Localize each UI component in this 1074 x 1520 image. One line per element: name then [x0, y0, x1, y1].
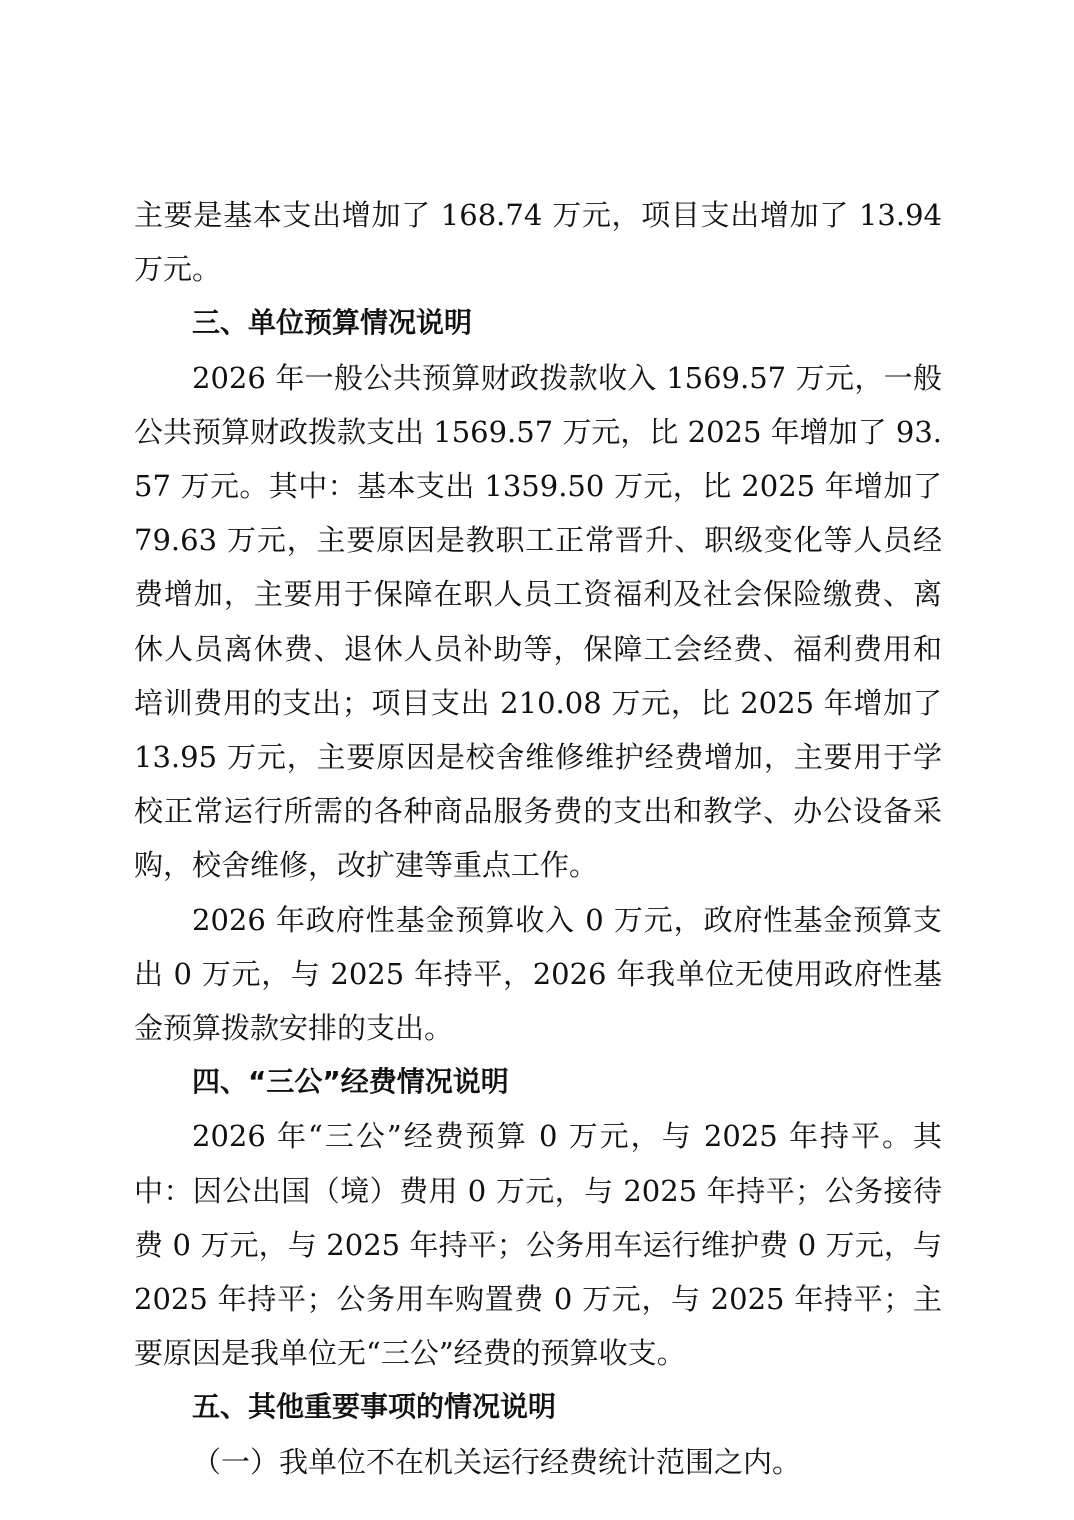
section-heading-unit-budget: 三、单位预算情况说明: [192, 306, 473, 340]
paragraph-government-fund: 2026 年政府性基金预算收入 0 万元，政府性基金预算支出 0 万元，与 2025 年持平，2026 年我单位无使用政府性基金预算拨款安排的支出。: [134, 902, 942, 1046]
paragraph-three-public-expenses: 2026 年“三公”经费预算 0 万元，与 2025 年持平。其中：因公出国（境）费用 0 万元，与 2025 年持平；公务接待费 0 万元，与 2025 年持平；公务用车运行维护费 0 万元，与 2025 年持平；公务用车购置费 0 万元，与 2025 年持平；主要原因是我单位无“三公”经费的预算收支。: [134, 1119, 942, 1371]
paragraph-general-budget: 2026 年一般公共预算财政拨款收入 1569.57 万元，一般公共预算财政拨款支出 1569.57 万元，比 2025 年增加了 93.57 万元。其中：基本支出 1359.50 万元，比 2025 年增加了 79.63 万元，主要原因是教职工正常晋升、职级变化等人员经费增加，主要用于保障在职人员工资福利及社会保险缴费、离休人员离休费、退休人员补助等，保障工会经费、福利费用和培训费用的支出；项目支出 210.08 万元，比 2025 年增加了 13.95 万元，主要原因是校舍维修维护经费增加，主要用于学校正常运行所需的各种商品服务费的支出和教学、办公设备采购，校舍维修，改扩建等重点工作。: [134, 360, 942, 883]
paragraph-continuation: 主要是基本支出增加了 168.74 万元，项目支出增加了 13.94 万元。: [134, 198, 942, 287]
section-heading-other-matters: 五、其他重要事项的情况说明: [192, 1390, 557, 1424]
document-page: [134, 188, 942, 1489]
paragraph-other-matters-item-1: （一）我单位不在机关运行经费统计范围之内。: [192, 1444, 802, 1479]
section-heading-three-public: 四、“三公”经费情况说明: [192, 1065, 509, 1099]
